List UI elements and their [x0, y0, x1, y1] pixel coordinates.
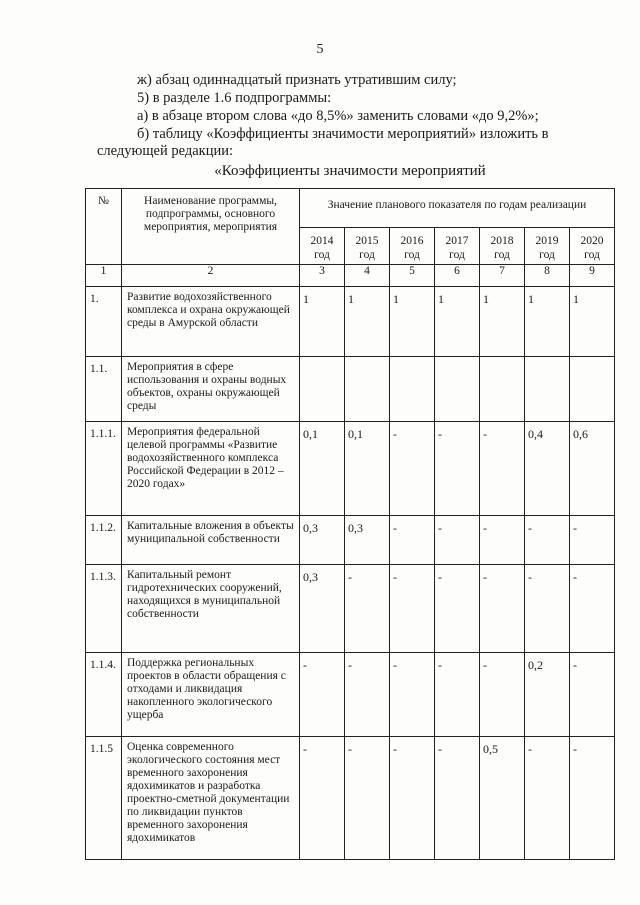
column-number: 5 — [390, 264, 435, 287]
row-value: - — [525, 565, 570, 653]
row-value: - — [435, 653, 480, 737]
table-row — [86, 653, 615, 737]
row-value: - — [390, 422, 435, 516]
year-unit: год — [449, 248, 465, 261]
row-value: - — [480, 565, 525, 653]
row-value: 1 — [300, 287, 345, 357]
year-label: 2014 — [310, 234, 334, 247]
row-value — [570, 356, 615, 421]
table-row — [86, 287, 615, 357]
row-value: 0,3 — [300, 565, 345, 653]
row-number: 1.1. — [86, 356, 122, 421]
header-year-2020 — [570, 227, 615, 264]
row-value: - — [435, 422, 480, 516]
year-unit: год — [314, 248, 330, 261]
row-value: - — [570, 565, 615, 653]
paragraph-4 — [97, 126, 613, 160]
header-name: Наименование программы, подпрограммы, основного мероприятия, мероприятия — [122, 189, 300, 265]
column-number: 9 — [570, 264, 615, 287]
row-value: 1 — [390, 287, 435, 357]
row-value: - — [435, 516, 480, 565]
row-value: 0,3 — [300, 516, 345, 565]
column-number: 8 — [525, 264, 570, 287]
row-value: - — [345, 737, 390, 860]
row-value: - — [300, 653, 345, 737]
year-label: 2015 — [355, 234, 379, 247]
column-number-row — [86, 264, 615, 287]
row-value — [525, 356, 570, 421]
paragraph-4-line-2: следующей редакции: — [97, 143, 234, 159]
row-value: 0,4 — [525, 422, 570, 516]
table-title: «Коэффициенты значимости мероприятий — [214, 163, 486, 179]
row-value: 0,2 — [525, 653, 570, 737]
paragraph-4-text: б) таблицу «Коэффициенты значимости мероприятий» изложить в — [137, 126, 549, 142]
row-value: - — [390, 565, 435, 653]
row-value: 1 — [570, 287, 615, 357]
row-value: 0,3 — [345, 516, 390, 565]
column-number: 4 — [345, 264, 390, 287]
row-number: 1.1.5 — [86, 737, 122, 860]
row-value: 0,6 — [570, 422, 615, 516]
row-value: - — [345, 653, 390, 737]
row-value — [435, 356, 480, 421]
row-value: 1 — [435, 287, 480, 357]
year-unit: год — [584, 248, 600, 261]
table-row — [86, 356, 615, 421]
column-number: 2 — [122, 264, 300, 287]
year-unit: год — [359, 248, 375, 261]
year-label: 2018 — [490, 234, 514, 247]
header-year-2015 — [345, 227, 390, 264]
column-number: 3 — [300, 264, 345, 287]
paragraph-4-line-1 — [137, 126, 613, 143]
paragraph-1: ж) абзац одиннадцатый признать утратившим силу; — [137, 72, 457, 88]
column-number: 7 — [480, 264, 525, 287]
year-unit: год — [539, 248, 555, 261]
row-value: - — [480, 516, 525, 565]
row-value — [300, 356, 345, 421]
row-value — [345, 356, 390, 421]
row-name: Поддержка региональных проектов в области обращения с отходами и ликвидация накопленного экологического ущерба — [122, 653, 300, 737]
year-unit: год — [494, 248, 510, 261]
row-value: - — [435, 565, 480, 653]
table-row — [86, 422, 615, 516]
row-value: - — [570, 653, 615, 737]
paragraph-3: а) в абзаце втором слова «до 8,5%» заменить словами «до 9,2%»; — [137, 108, 539, 124]
row-value: 1 — [480, 287, 525, 357]
row-value: - — [480, 653, 525, 737]
header-years-group: Значение планового показателя по годам реализации — [300, 189, 615, 228]
row-name: Мероприятия федеральной целевой программы «Развитие водохозяйственного комплекса Российской Федерации в 2012 – 2020 годах» — [122, 422, 300, 516]
row-number: 1.1.2. — [86, 516, 122, 565]
year-label: 2016 — [400, 234, 424, 247]
row-value: 1 — [525, 287, 570, 357]
row-value: 0,1 — [300, 422, 345, 516]
table-row — [86, 565, 615, 653]
row-value: 1 — [345, 287, 390, 357]
row-value: - — [525, 516, 570, 565]
table-row — [86, 737, 615, 860]
row-name: Капитальный ремонт гидротехнических сооружений, находящихся в муниципальной собственности — [122, 565, 300, 653]
row-number: 1. — [86, 287, 122, 357]
header-year-2016 — [390, 227, 435, 264]
row-value: - — [390, 653, 435, 737]
row-name: Оценка современного экологического состояния мест временного захоронения ядохимикатов и разработка проектно-сметной документации по ликвидации пунктов временного захоронения ядохимикатов — [122, 737, 300, 860]
row-value — [390, 356, 435, 421]
header-year-2017 — [435, 227, 480, 264]
year-unit: год — [404, 248, 420, 261]
row-value: - — [570, 737, 615, 860]
row-number: 1.1.4. — [86, 653, 122, 737]
paragraph-2: 5) в разделе 1.6 подпрограммы: — [137, 90, 332, 106]
table-row — [86, 516, 615, 565]
row-name: Капитальные вложения в объекты муниципальной собственности — [122, 516, 300, 565]
header-no: № — [86, 189, 122, 265]
header-year-2018 — [480, 227, 525, 264]
page-number: 5 — [316, 42, 324, 57]
table-body — [86, 287, 615, 860]
year-label: 2019 — [535, 234, 559, 247]
row-value: - — [435, 737, 480, 860]
header-year-2014 — [300, 227, 345, 264]
column-number: 6 — [435, 264, 480, 287]
row-value: 0,1 — [345, 422, 390, 516]
row-value: - — [390, 737, 435, 860]
row-name: Развитие водохозяйственного комплекса и охрана окружающей среды в Амурской области — [122, 287, 300, 357]
row-value: - — [300, 737, 345, 860]
coefficients-table — [85, 188, 615, 860]
row-value: - — [390, 516, 435, 565]
row-number: 1.1.3. — [86, 565, 122, 653]
row-value: - — [525, 737, 570, 860]
year-label: 2017 — [445, 234, 469, 247]
row-value: - — [570, 516, 615, 565]
row-name: Мероприятия в сфере использования и охраны водных объектов, охраны окружающей среды — [122, 356, 300, 421]
row-value — [480, 356, 525, 421]
row-number: 1.1.1. — [86, 422, 122, 516]
row-value: - — [480, 422, 525, 516]
row-value: 0,5 — [480, 737, 525, 860]
year-label: 2020 — [580, 234, 604, 247]
header-year-2019 — [525, 227, 570, 264]
row-value: - — [345, 565, 390, 653]
column-number: 1 — [86, 264, 122, 287]
